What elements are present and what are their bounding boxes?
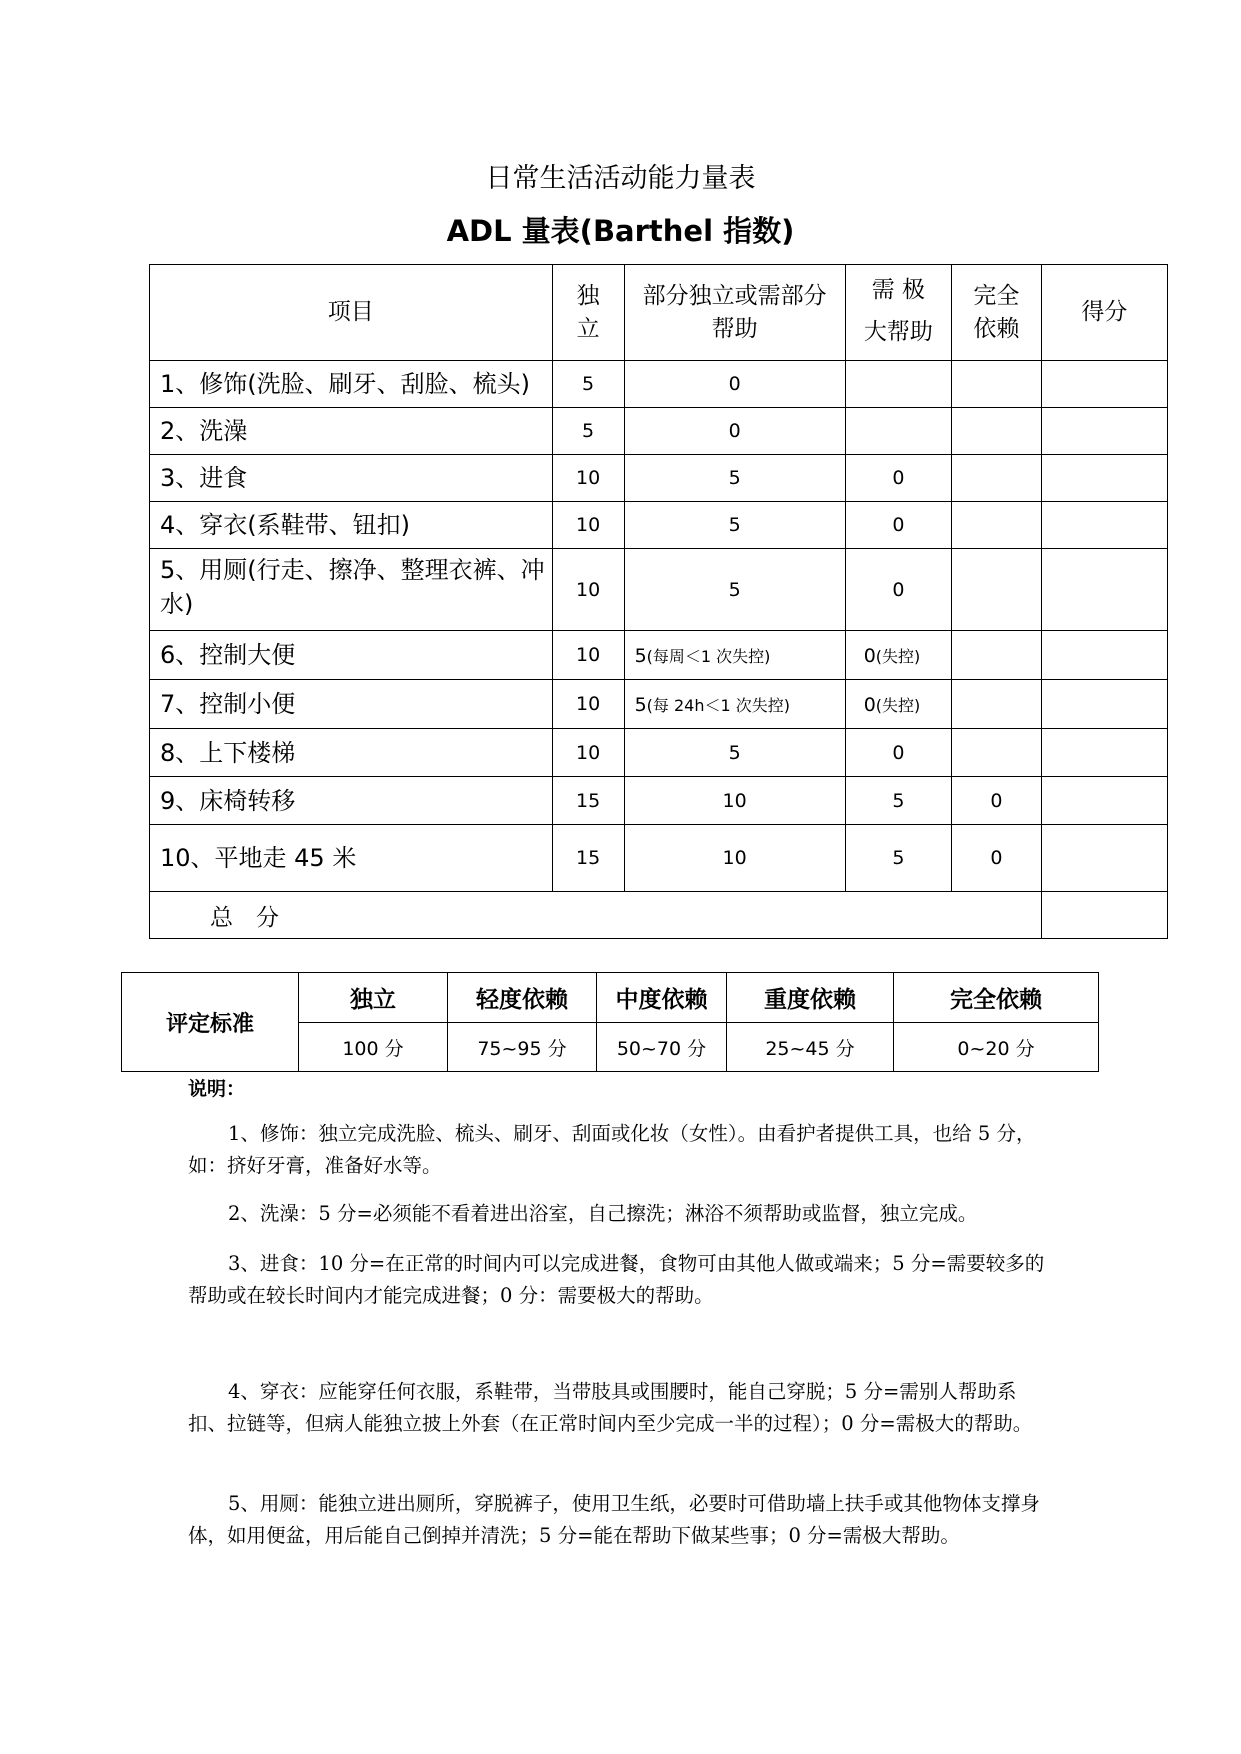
header-great-help <box>845 265 951 361</box>
level-independent: 独立 <box>299 973 448 1023</box>
row-score-cell[interactable] <box>1041 777 1167 825</box>
header-full-dependence: 完全 依赖 <box>952 265 1042 361</box>
row-independent: 10 <box>552 631 624 680</box>
row-item: 3、进食 <box>150 455 553 502</box>
row-partial-value: 5 <box>634 693 647 716</box>
header-great-help-line1: 需 极 <box>871 277 926 303</box>
table-header-row <box>150 265 1168 361</box>
row-full: 0 <box>952 777 1042 825</box>
row-great-help: 0 <box>845 549 951 631</box>
row-independent: 5 <box>552 408 624 455</box>
range-severe: 25~45 分 <box>727 1023 894 1072</box>
note-paragraph-2: 2、洗澡：5 分=必须能不看着进出浴室，自己擦洗；淋浴不须帮助或监督，独立完成。 <box>228 1202 978 1225</box>
note-paragraph-5: 5、用厕：能独立进出厕所，穿脱裤子，使用卫生纸，必要时可借助墙上扶手或其他物体支撑身体，如用便盆，用后能自己倒掉并清洗；5 分=能在帮助下做某些事；0 分=需极大帮助。 <box>188 1492 1040 1547</box>
table-row <box>150 631 1168 680</box>
row-full <box>952 729 1042 777</box>
row-independent: 15 <box>552 777 624 825</box>
range-total: 0~20 分 <box>894 1023 1099 1072</box>
table-row <box>150 729 1168 777</box>
row-independent: 10 <box>552 729 624 777</box>
row-score-cell[interactable] <box>1041 549 1167 631</box>
row-partial-note: (每 24h＜1 次失控) <box>646 695 791 715</box>
row-score-cell[interactable] <box>1041 631 1167 680</box>
row-score-cell[interactable] <box>1041 361 1167 408</box>
note-paragraph-1: 1、修饰：独立完成洗脸、梳头、刷牙、刮面或化妆（女性）。由看护者提供工具，也给 5 分，如：挤好牙膏，准备好水等。 <box>188 1122 1036 1177</box>
row-partial: 10 <box>624 825 845 892</box>
document-subtitle: ADL 量表(Barthel 指数) <box>446 214 795 248</box>
row-partial: 5 <box>624 502 845 549</box>
row-great-help: 0 <box>845 502 951 549</box>
notes-title: 说明： <box>188 1078 246 1100</box>
row-item: 9、床椅转移 <box>150 777 553 825</box>
row-item: 7、控制小便 <box>150 680 553 729</box>
row-partial-value: 5 <box>634 644 647 667</box>
row-great-help: 0 <box>845 729 951 777</box>
range-mild: 75~95 分 <box>448 1023 597 1072</box>
row-item: 6、控制大便 <box>150 631 553 680</box>
row-partial: 5 <box>624 549 845 631</box>
row-score-cell[interactable] <box>1041 455 1167 502</box>
header-score: 得分 <box>1041 265 1167 361</box>
row-item: 10、平地走 45 米 <box>150 825 553 892</box>
header-independent: 独 立 <box>552 265 624 361</box>
header-great-help-line2: 大帮助 <box>863 319 933 345</box>
range-moderate: 50~70 分 <box>597 1023 727 1072</box>
total-score-cell[interactable] <box>1041 892 1167 939</box>
row-full <box>952 408 1042 455</box>
row-independent: 10 <box>552 680 624 729</box>
table-row <box>150 777 1168 825</box>
level-severe: 重度依赖 <box>727 973 894 1023</box>
row-full <box>952 549 1042 631</box>
adl-score-table <box>149 264 1168 939</box>
row-score-cell[interactable] <box>1041 680 1167 729</box>
row-great-note: (失控) <box>875 695 921 715</box>
table-row <box>150 825 1168 892</box>
level-mild: 轻度依赖 <box>448 973 597 1023</box>
table-row <box>150 680 1168 729</box>
rating-standard-table <box>121 972 1099 1072</box>
row-partial: 10 <box>624 777 845 825</box>
range-independent: 100 分 <box>299 1023 448 1072</box>
row-great-help: 5 <box>845 825 951 892</box>
row-great-note: (失控) <box>875 646 921 666</box>
row-full <box>952 631 1042 680</box>
row-partial <box>624 680 845 729</box>
total-row <box>150 892 1168 939</box>
row-partial: 0 <box>624 361 845 408</box>
row-partial <box>624 631 845 680</box>
row-item: 5、用厕(行走、擦净、整理衣裤、冲水) <box>150 549 553 631</box>
row-score-cell[interactable] <box>1041 502 1167 549</box>
row-item: 2、洗澡 <box>150 408 553 455</box>
row-great-help: 0 <box>845 455 951 502</box>
note-paragraph-3: 3、进食：10 分=在正常的时间内可以完成进餐，食物可由其他人做或端来；5 分=需要较多的帮助或在较长时间内才能完成进餐；0 分：需要极大的帮助。 <box>188 1252 1045 1307</box>
header-partial: 部分独立或需部分帮助 <box>624 265 845 361</box>
table-row <box>150 455 1168 502</box>
row-great-help <box>845 408 951 455</box>
row-partial: 5 <box>624 729 845 777</box>
row-great-help <box>845 361 951 408</box>
row-independent: 10 <box>552 549 624 631</box>
row-partial: 0 <box>624 408 845 455</box>
row-partial-note: (每周＜1 次失控) <box>646 646 771 666</box>
row-item: 1、修饰(洗脸、刷牙、刮脸、梳头) <box>150 361 553 408</box>
row-item: 4、穿衣(系鞋带、钮扣) <box>150 502 553 549</box>
row-score-cell[interactable] <box>1041 729 1167 777</box>
note-paragraph-4: 4、穿衣：应能穿任何衣服，系鞋带，当带肢具或围腰时，能自己穿脱；5 分=需别人帮助系扣、拉链等，但病人能独立披上外套（在正常时间内至少完成一半的过程）；0 分=需极大的帮助。 <box>188 1380 1033 1435</box>
row-score-cell[interactable] <box>1041 825 1167 892</box>
total-label: 总 分 <box>150 892 1042 939</box>
row-full <box>952 361 1042 408</box>
standard-label: 评定标准 <box>122 973 299 1072</box>
row-full <box>952 502 1042 549</box>
table-row <box>150 361 1168 408</box>
row-great-help <box>845 680 951 729</box>
table-row <box>150 408 1168 455</box>
header-item: 项目 <box>150 265 553 361</box>
row-independent: 15 <box>552 825 624 892</box>
row-full: 0 <box>952 825 1042 892</box>
row-item: 8、上下楼梯 <box>150 729 553 777</box>
standard-levels-row <box>122 973 1099 1023</box>
row-independent: 10 <box>552 502 624 549</box>
row-great-help: 5 <box>845 777 951 825</box>
row-partial: 5 <box>624 455 845 502</box>
document-title: 日常生活活动能力量表 <box>485 163 756 194</box>
table-row <box>150 502 1168 549</box>
row-score-cell[interactable] <box>1041 408 1167 455</box>
row-great-value: 0 <box>863 644 876 667</box>
row-independent: 10 <box>552 455 624 502</box>
row-full <box>952 680 1042 729</box>
row-independent: 5 <box>552 361 624 408</box>
level-moderate: 中度依赖 <box>597 973 727 1023</box>
row-full <box>952 455 1042 502</box>
table-row <box>150 549 1168 631</box>
row-great-value: 0 <box>863 693 876 716</box>
level-total: 完全依赖 <box>894 973 1099 1023</box>
row-great-help <box>845 631 951 680</box>
